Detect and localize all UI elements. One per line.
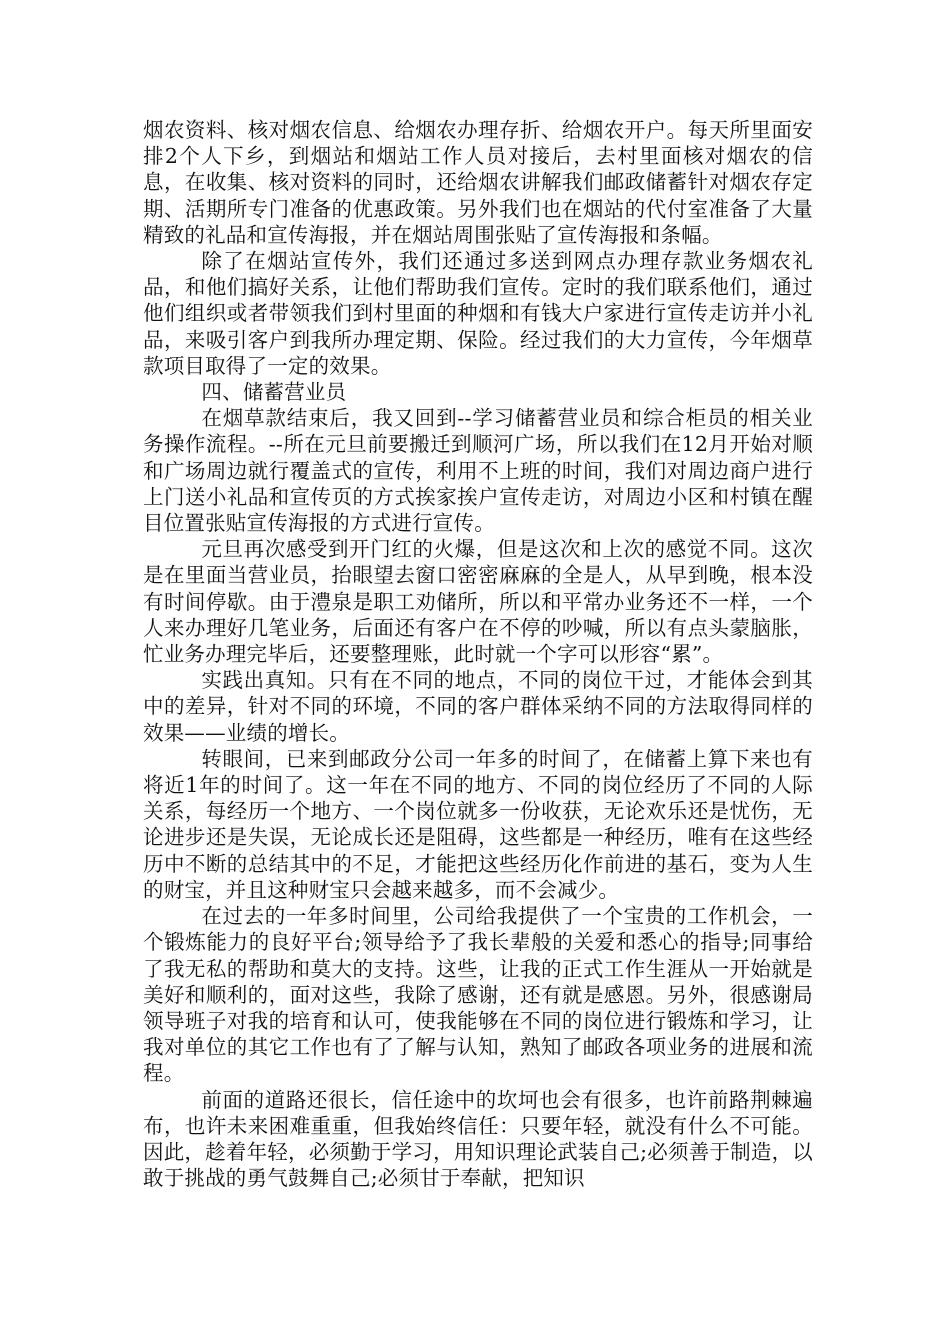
- document-body: [143, 117, 813, 1191]
- section-heading: 四、储蓄营业员: [201, 380, 347, 405]
- paragraph: 在过去的一年多时间里，公司给我提供了一个宝贵的工作机会，一个锻炼能力的良好平台;领导给予了我长辈般的关爱和悉心的指导;同事给了我无私的帮助和莫大的支持。这些，让我的正式工作生涯从一开始就是美好和顺利的，面对这些，我除了感谢，还有就是感恩。另外，很感谢局领导班子对我的培育和认可，使我能够在不同的岗位进行锻炼和学习，让我对单位的其它工作也有了了解与认知，熟知了邮政各项业务的进展和流程。: [143, 904, 813, 1086]
- paragraph: 除了在烟站宣传外，我们还通过多送到网点办理存款业务烟农礼品，和他们搞好关系，让他们帮助我们宣传。定时的我们联系他们，通过他们组织或者带领我们到村里面的种烟和有钱大户家进行宣传走访并小礼品，来吸引客户到我所办理定期、保险。经过我们的大力宣传，今年烟草款项目取得了一定的效果。: [143, 249, 813, 378]
- paragraph: 实践出真知。只有在不同的地点，不同的岗位干过，才能体会到其中的差异，针对不同的环境，不同的客户群体采纳不同的方法取得同样的效果——业绩的增长。: [143, 668, 813, 745]
- paragraph: 前面的道路还很长，信任途中的坎坷也会有很多，也许前路荆棘遍布，也许未来困难重重，但我始终信任：只要年轻，就没有什么不可能。因此，趁着年轻，必须勤于学习，用知识理论武装自己;必须善于制造，以敢于挑战的勇气鼓舞自己;必须甘于奉献，把知识: [143, 1087, 813, 1191]
- paragraph: 转眼间，已来到邮政分公司一年多的时间了，在储蓄上算下来也有将近1年的时间了。这一年在不同的地方、不同的岗位经历了不同的人际关系，每经历一个地方、一个岗位就多一份收获，无论欢乐还是忧伤，无论进步还是失误，无论成长还是阻碍，这些都是一种经历，唯有在这些经历中不断的总结其中的不足，才能把这些经历化作前进的基石，变为人生的财宝，并且这种财宝只会越来越多，而不会减少。: [143, 746, 813, 902]
- paragraph: 元旦再次感受到开门红的火爆，但是这次和上次的感觉不同。这次是在里面当营业员，抬眼望去窗口密密麻麻的全是人，从早到晚，根本没有时间停歇。由于澧泉是职工劝储所，所以和平常办业务还不一样，一个人来办理好几笔业务，后面还有客户在不停的吵喊，所以有点头蒙脑胀，忙业务办理完毕后，还要整理账，此时就一个字可以形容“累”。: [143, 537, 813, 667]
- paragraph: 在烟草款结束后，我又回到--学习储蓄营业员和综合柜员的相关业务操作流程。--所在元旦前要搬迁到顺河广场，所以我们在12月开始对顺和广场周边就行覆盖式的宣传，利用不上班的时间，我们对周边商户进行上门送小礼品和宣传页的方式挨家挨户宣传走访，对周边小区和村镇在醒目位置张贴宣传海报的方式进行宣传。: [143, 406, 813, 536]
- paragraph-continuation: 烟农资料、核对烟农信息、给烟农办理存折、给烟农开户。每天所里面安排2个人下乡，到烟站和烟站工作人员对接后，去村里面核对烟农的信息，在收集、核对资料的同时，还给烟农讲解我们邮政储蓄针对烟农存定期、活期所专门准备的优惠政策。另外我们也在烟站的代付室准备了大量精致的礼品和宣传海报，并在烟站周围张贴了宣传海报和条幅。: [143, 118, 813, 247]
